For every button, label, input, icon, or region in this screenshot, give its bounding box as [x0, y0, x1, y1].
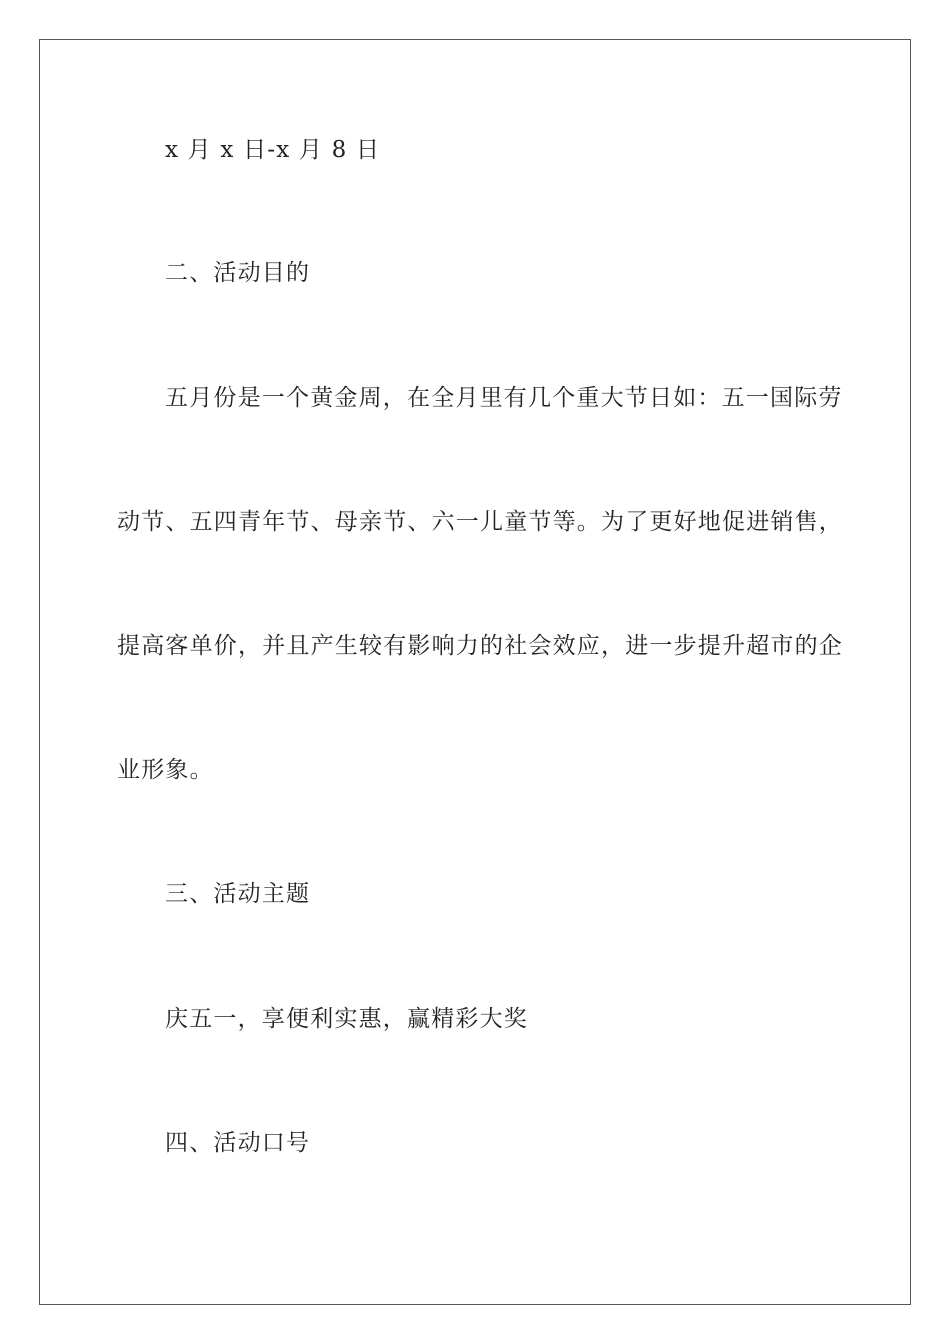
purpose-paragraph-line-3: 提高客单价，并且产生较有影响力的社会效应，进一步提升超市的企	[117, 633, 843, 659]
theme-text: 庆五一，享便利实惠，赢精彩大奖	[165, 1006, 528, 1032]
purpose-paragraph-line-2: 动节、五四青年节、母亲节、六一儿童节等。为了更好地促进销售，	[117, 509, 843, 535]
section-heading-purpose: 二、活动目的	[165, 260, 311, 286]
section-heading-slogan: 四、活动口号	[165, 1130, 311, 1156]
section-heading-theme: 三、活动主题	[165, 881, 311, 907]
purpose-paragraph-line-1: 五月份是一个黄金周，在全月里有几个重大节日如：五一国际劳	[165, 385, 843, 411]
page-border	[39, 39, 911, 1305]
purpose-paragraph-line-4: 业形象。	[117, 757, 214, 783]
date-range-text: x 月 x 日-x 月 8 日	[165, 137, 381, 163]
